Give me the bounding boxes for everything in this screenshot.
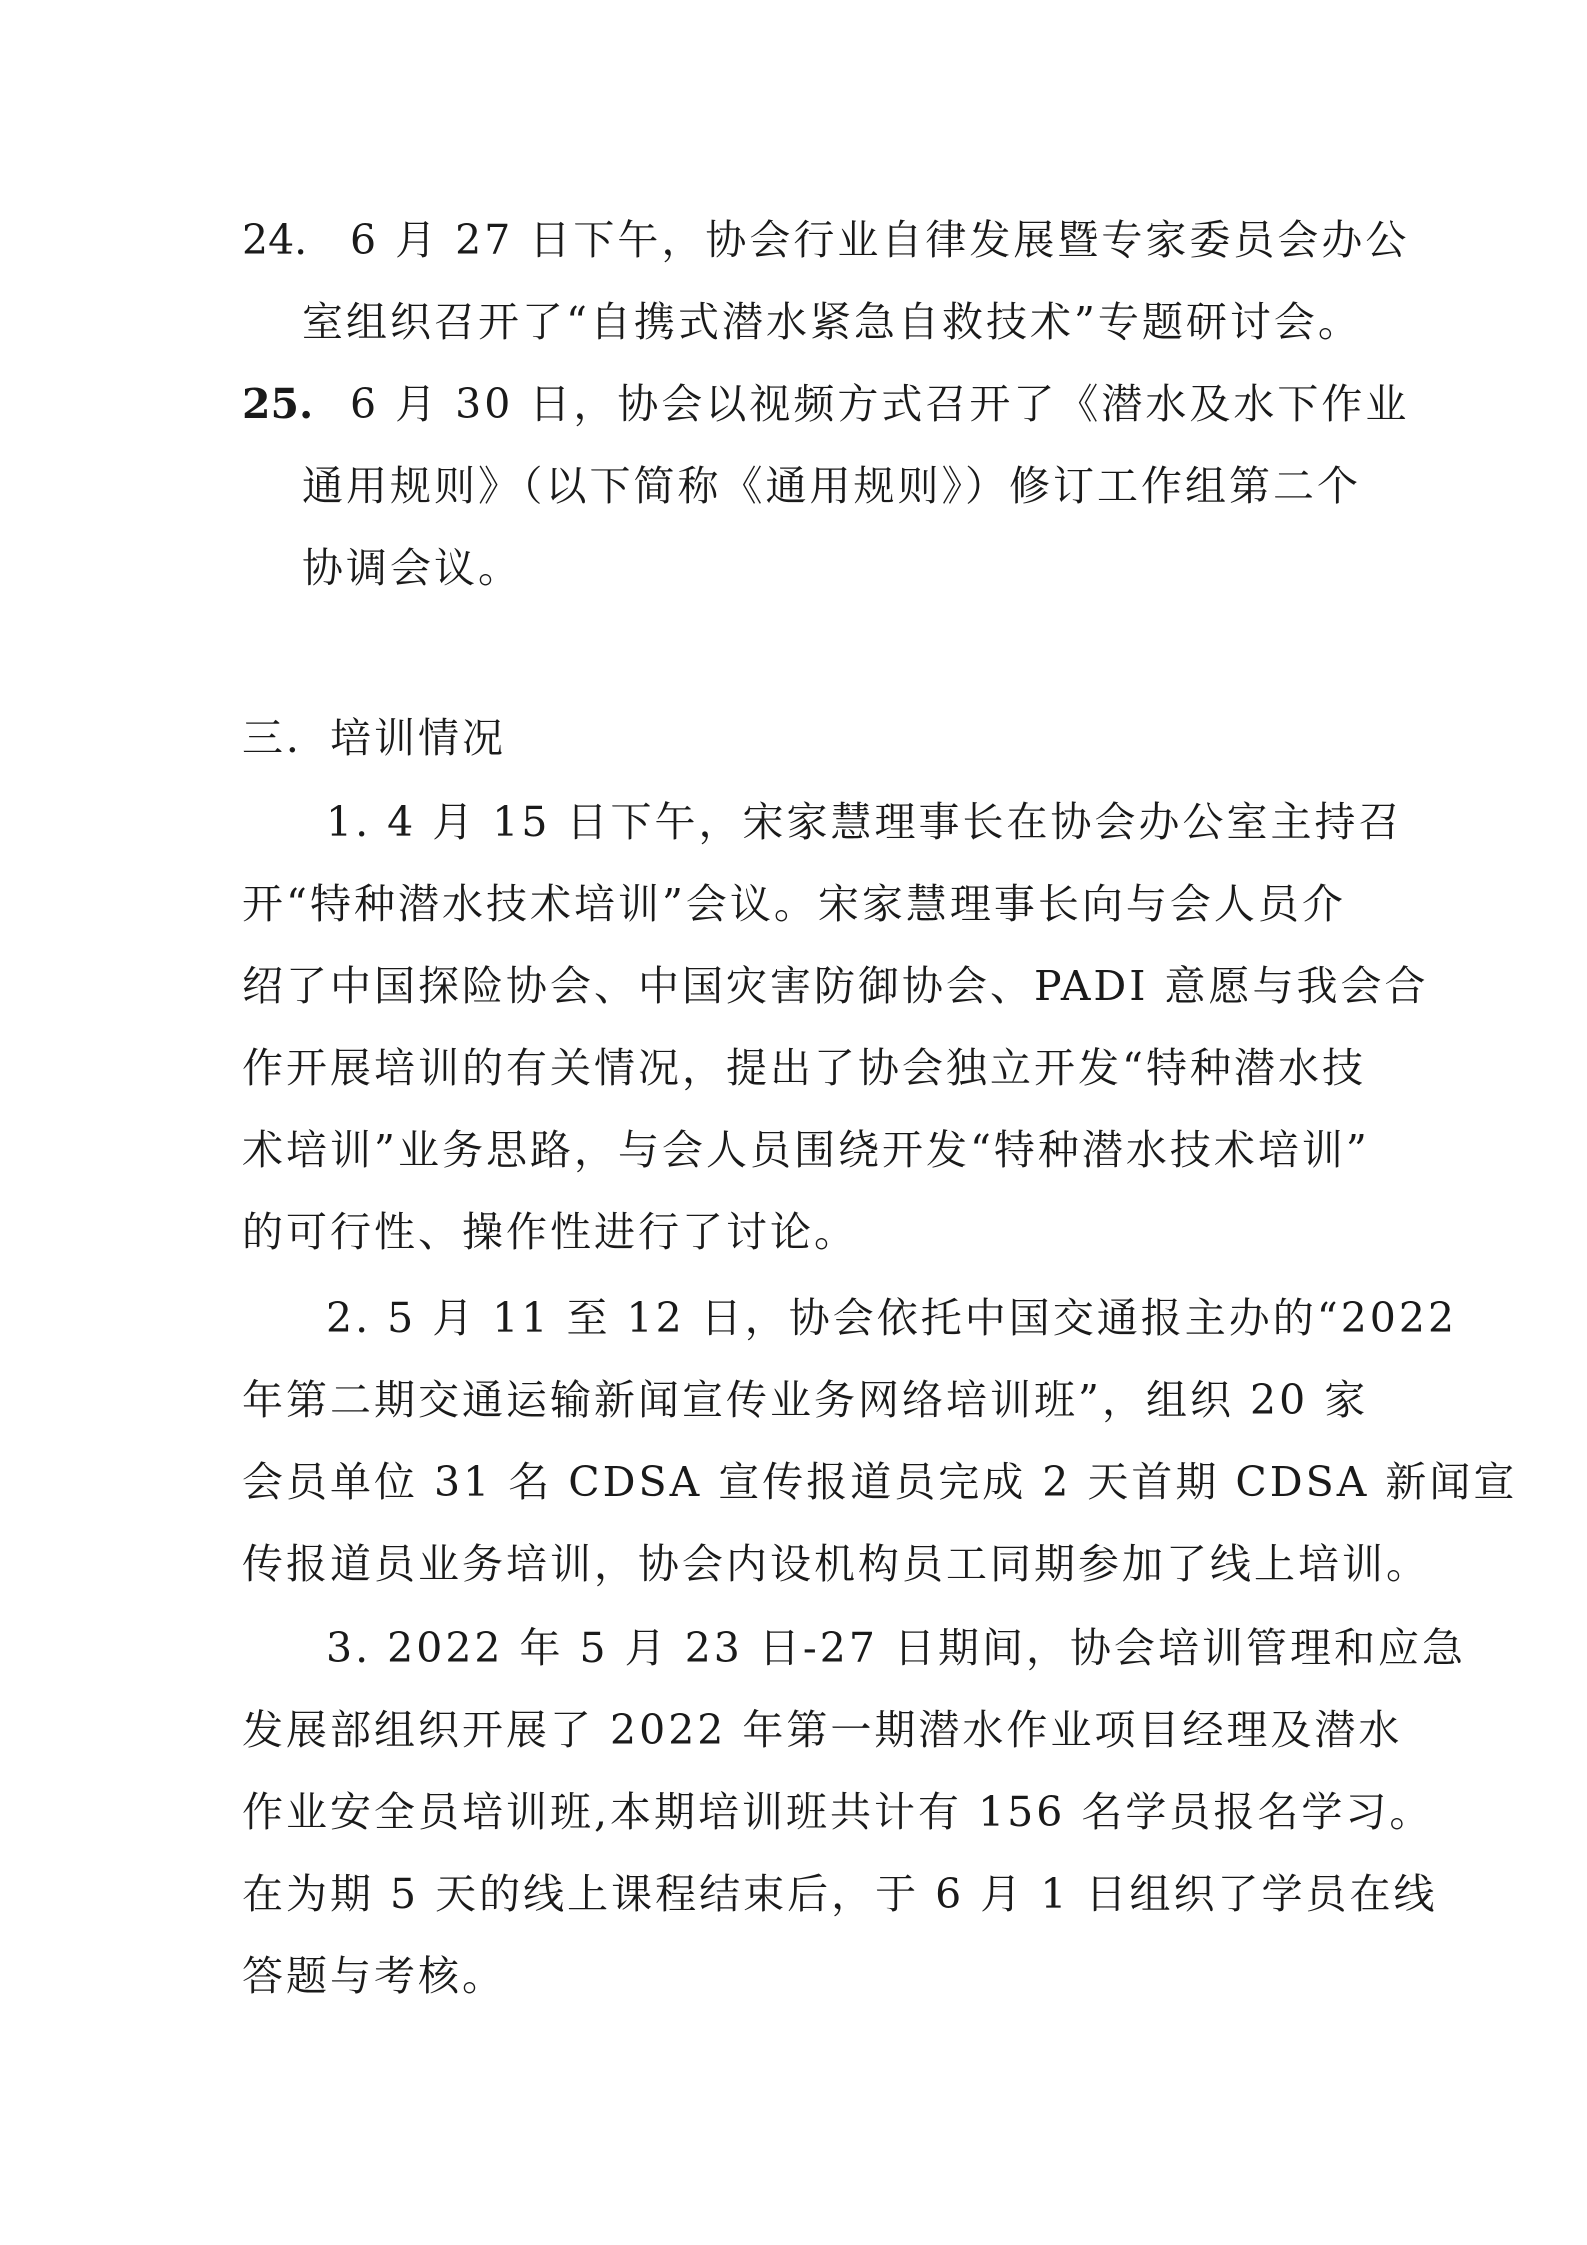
item-number: 24. [242,216,308,264]
paragraph-line: 发展部组织开展了 2022 年第一期潜水作业项目经理及潜水 [242,1706,1403,1754]
paragraph-line: 传报道员业务培训，协会内设机构员工同期参加了线上培训。 [242,1540,1430,1588]
paragraph-line: 3. 2022 年 5 月 23 日-27 日期间，协会培训管理和应急 [326,1624,1466,1672]
item-text-line: 室组织召开了“自携式潜水紧急自救技术”专题研讨会。 [302,298,1362,346]
paragraph-line: 在为期 5 天的线上课程结束后，于 6 月 1 日组织了学员在线 [242,1870,1438,1918]
paragraph-line: 开“特种潜水技术培训”会议。宋家慧理事长向与会人员介 [242,880,1346,928]
item-number: 25. [242,380,314,428]
paragraph-line: 会员单位 31 名 CDSA 宣传报道员完成 2 天首期 CDSA 新闻宣 [242,1458,1518,1506]
paragraph-line: 年第二期交通运输新闻宣传业务网络培训班”，组织 20 家 [242,1376,1369,1424]
paragraph-line: 绍了中国探险协会、中国灾害防御协会、PADI 意愿与我会合 [242,962,1429,1010]
section-heading: 三．培训情况 [242,714,506,762]
paragraph-line: 2. 5 月 11 至 12 日，协会依托中国交通报主办的“2022 [326,1294,1458,1342]
paragraph-line: 作业安全员培训班,本期培训班共计有 156 名学员报名学习。 [242,1788,1434,1836]
item-text-line: 通用规则》（以下简称《通用规则》）修订工作组第二个 [302,462,1361,510]
paragraph-line: 的可行性、操作性进行了讨论。 [242,1208,858,1256]
item-text-line: 6 月 27 日下午，协会行业自律发展暨专家委员会办公 [350,216,1410,264]
paragraph-line: 作开展培训的有关情况，提出了协会独立开发“特种潜水技 [242,1044,1366,1092]
paragraph-line: 术培训”业务思路，与会人员围绕开发“特种潜水技术培训” [242,1126,1370,1174]
item-text-line: 协调会议。 [302,544,522,592]
item-text-line: 6 月 30 日，协会以视频方式召开了《潜水及水下作业 [350,380,1410,428]
paragraph-line: 1. 4 月 15 日下午，宋家慧理事长在协会办公室主持召 [326,798,1403,846]
paragraph-line: 答题与考核。 [242,1952,506,2000]
